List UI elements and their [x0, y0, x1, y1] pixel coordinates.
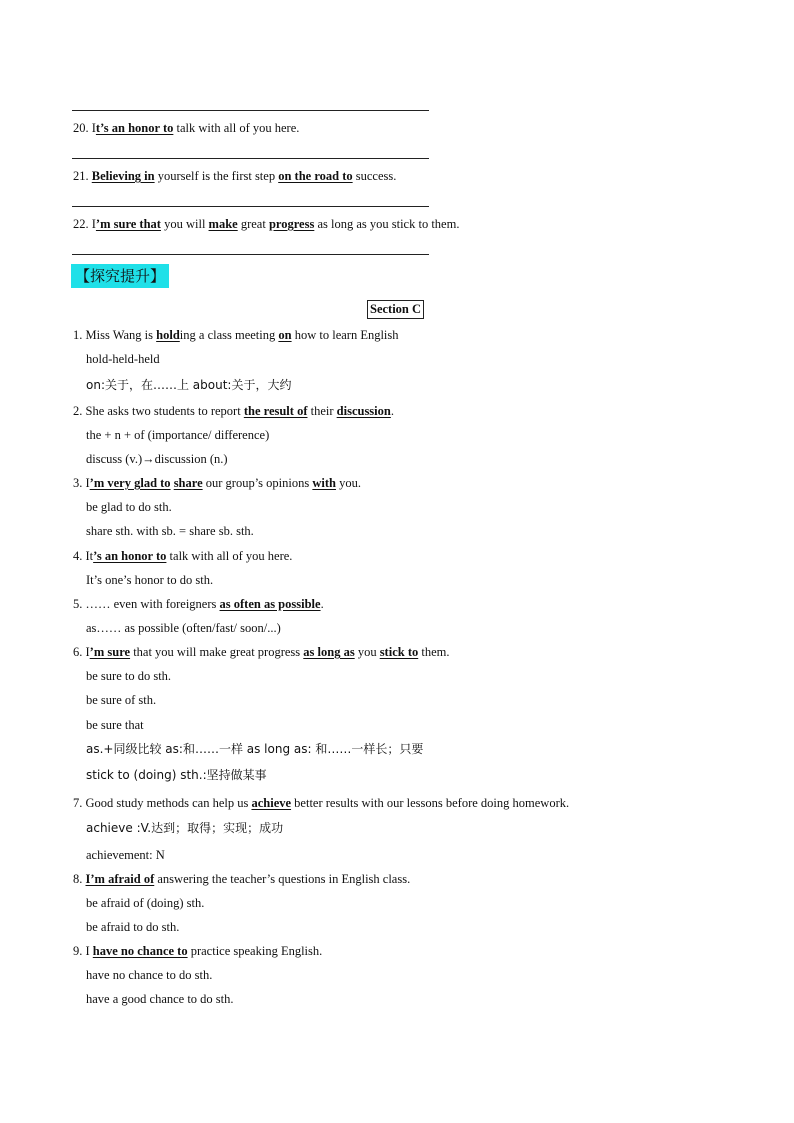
answer-line [72, 110, 429, 111]
key-phrase: as often as possible [219, 597, 321, 611]
key-phrase: ’m very glad to [89, 476, 171, 490]
text-segment: that you will make great progress [130, 645, 304, 659]
note-line: discuss (v.)→discussion (n.) [86, 452, 228, 466]
text-segment: I [91, 217, 96, 231]
sentence-line [73, 548, 292, 564]
key-phrase: ’s an honor to [93, 549, 167, 563]
text-segment: Miss Wang is [85, 328, 157, 342]
sentence-line [73, 644, 449, 660]
text-segment: She asks two students to report [85, 404, 244, 418]
note-line: achieve :V.达到；取得；实现；成功 [86, 821, 284, 835]
sentence-line [73, 168, 396, 184]
key-phrase: ’m sure [89, 645, 131, 659]
key-phrase: hold [156, 328, 180, 342]
key-phrase: make [208, 217, 238, 231]
text-segment: you. [335, 476, 361, 490]
text-segment: their [307, 404, 337, 418]
text-segment: . [390, 404, 394, 418]
note-line: hold-held-held [86, 352, 160, 366]
text-segment: better results with our lessons before doing homework. [291, 796, 570, 810]
item-number: 21. [73, 169, 92, 183]
item-number: 9. [73, 944, 86, 958]
sentence-line [73, 943, 322, 959]
text-segment: how to learn English [291, 328, 399, 342]
section-banner: 【探究提升】 [71, 264, 169, 288]
item-number: 1. [73, 328, 86, 342]
key-phrase: share [173, 476, 203, 490]
text-segment: yourself is the first step [154, 169, 279, 183]
text-segment: you will [160, 217, 209, 231]
text-segment: I [85, 645, 90, 659]
answer-line [72, 206, 429, 207]
item-number: 3. [73, 476, 86, 490]
sentence-line [73, 475, 361, 491]
sentence-line [73, 120, 299, 136]
key-phrase: t’s an honor to [95, 121, 174, 135]
text-segment: I [85, 476, 90, 490]
sentence-line [73, 871, 410, 887]
text-segment: them. [418, 645, 450, 659]
answer-line [72, 158, 429, 159]
key-phrase: discussion [336, 404, 391, 418]
item-number: 20. [73, 121, 92, 135]
text-segment: I [91, 121, 96, 135]
note-line: share sth. with sb. = share sb. sth. [86, 524, 254, 538]
note-line: the + n + of (importance/ difference) [86, 428, 270, 442]
sentence-line [73, 327, 399, 343]
key-phrase: with [312, 476, 336, 490]
note-line: be sure to do sth. [86, 669, 172, 683]
key-phrase: as long as [303, 645, 355, 659]
text-segment: success. [352, 169, 397, 183]
item-number: 2. [73, 404, 86, 418]
note-line: be sure that [86, 718, 144, 732]
sentence-line [73, 795, 569, 811]
item-number: 5. [73, 597, 86, 611]
key-phrase: have no chance to [92, 944, 188, 958]
item-number: 6. [73, 645, 86, 659]
item-number: 22. [73, 217, 92, 231]
text-segment: …… even with foreigners [85, 597, 220, 611]
note-line: as.+同级比较 as:和……一样 as long as: 和……一样长；只要 [86, 742, 424, 756]
key-phrase: progress [268, 217, 315, 231]
key-phrase: Believing in [91, 169, 155, 183]
sentence-line [73, 596, 324, 612]
note-line: stick to (doing) sth.:坚持做某事 [86, 768, 267, 782]
text-segment: answering the teacher’s questions in English class. [154, 872, 411, 886]
note-line: on:关于，在……上 about:关于，大约 [86, 378, 292, 392]
item-number: 8. [73, 872, 86, 886]
text-segment: you [354, 645, 380, 659]
key-phrase: I’m afraid of [85, 872, 155, 886]
item-number: 7. [73, 796, 86, 810]
key-phrase: the result of [243, 404, 308, 418]
note-line: be afraid to do sth. [86, 920, 180, 934]
text-segment: I [85, 944, 93, 958]
key-phrase: achieve [251, 796, 292, 810]
answer-line [72, 254, 429, 255]
text-segment: ing a class meeting [179, 328, 279, 342]
note-line: achievement: N [86, 848, 165, 862]
note-line: as…… as possible (often/fast/ soon/...) [86, 621, 281, 635]
item-number: 4. [73, 549, 86, 563]
key-phrase: ’m sure that [95, 217, 161, 231]
text-segment: talk with all of you here. [173, 121, 300, 135]
text-segment: . [320, 597, 324, 611]
note-line: be sure of sth. [86, 693, 157, 707]
note-line: have no chance to do sth. [86, 968, 213, 982]
text-segment: talk with all of you here. [166, 549, 293, 563]
text-segment: It [85, 549, 94, 563]
note-line: be afraid of (doing) sth. [86, 896, 205, 910]
sentence-line [73, 403, 394, 419]
key-phrase: on the road to [278, 169, 353, 183]
note-line: be glad to do sth. [86, 500, 172, 514]
sentence-line [73, 216, 459, 232]
key-phrase: on [278, 328, 292, 342]
text-segment: great [237, 217, 269, 231]
text-segment: our group’s opinions [202, 476, 313, 490]
note-line: have a good chance to do sth. [86, 992, 234, 1006]
text-segment: Good study methods can help us [85, 796, 252, 810]
note-line: It’s one’s honor to do sth. [86, 573, 214, 587]
section-title: Section C [367, 300, 424, 319]
text-segment: practice speaking English. [187, 944, 323, 958]
text-segment: as long as you stick to them. [314, 217, 460, 231]
key-phrase: stick to [379, 645, 419, 659]
